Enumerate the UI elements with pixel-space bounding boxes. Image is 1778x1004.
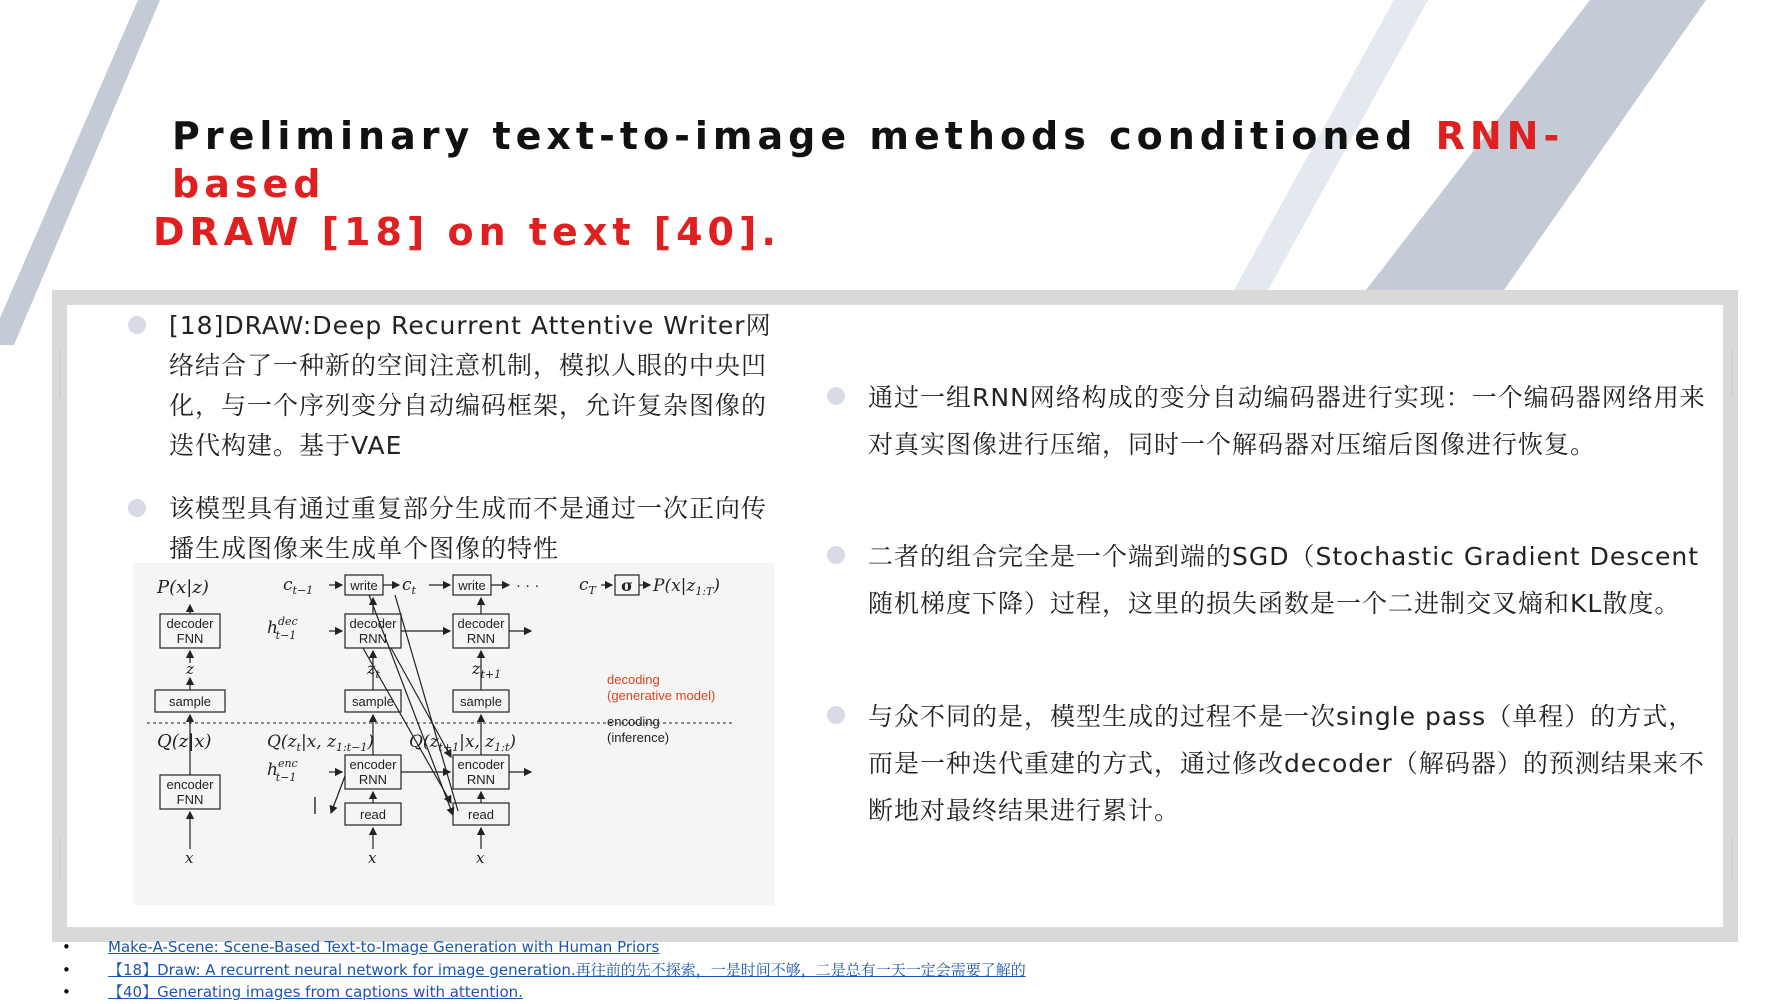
- encoder-rnn-t-line2: RNN: [358, 772, 388, 787]
- decoder-rnn-t-line2: RNN: [358, 631, 388, 646]
- label-h-dec: $h^{dec}$ t−1: [267, 615, 298, 642]
- left-bullet-1: [169, 306, 779, 466]
- bullet-dot: [128, 316, 146, 334]
- encoding-label: encoding: [607, 714, 660, 729]
- label-dots: · · ·: [516, 577, 540, 594]
- reference-link-make-a-scene[interactable]: Make-A-Scene: Scene-Based Text-to-Image Generation with Human Priors: [108, 938, 660, 956]
- frame-right-tick-top: [1731, 350, 1733, 396]
- label-p-x-given-z: P(x|z): [157, 577, 209, 598]
- label-c-prev: $c_{t-1}$: [283, 575, 314, 597]
- slide-title: [153, 112, 1652, 256]
- bullet-dot: [827, 546, 845, 564]
- left-bullet-2-text: 该模型具有通过重复部分生成而不是通过一次正向传播生成图像来生成单个图像的特性: [169, 494, 768, 563]
- frame-left-tick-bottom: [59, 838, 61, 880]
- right-bullet-3-text: 与众不同的是，模型生成的过程不是一次single pass（单程）的方式，而是一种迭代重建的方式，通过修改decoder（解码器）的预测结果来不断地对最终结果进行累计。: [868, 702, 1705, 825]
- decoder-rnn-t1-line1: decoder: [457, 616, 505, 631]
- label-x-t1: x: [476, 849, 485, 867]
- generative-model-label: (generative model): [607, 688, 716, 703]
- left-bullet-2: [169, 489, 779, 569]
- decoder-rnn-t-line1: decoder: [349, 616, 397, 631]
- reference-bullet: •: [62, 983, 71, 1001]
- encoder-rnn-t1-line1: encoder: [457, 757, 505, 772]
- bullet-dot: [827, 387, 845, 405]
- label-z-t1: $z_{t+1}$: [472, 659, 502, 681]
- frame-right-tick-bottom: [1731, 838, 1733, 880]
- right-bullet-2-text: 二者的组合完全是一个端到端的SGD（Stochastic Gradient Descent随机梯度下降）过程，这里的损失函数是一个二进制交叉熵和KL散度。: [868, 542, 1700, 618]
- bullet-dot: [827, 706, 845, 724]
- label-q-t: $Q(z_t|x$, $z_{1:t-1}$): [267, 732, 375, 754]
- right-bullet-1-text: 通过一组RNN网络构成的变分自动编码器进行实现：一个编码器网络用来对真实图像进行压缩，同时一个解码器对压缩后图像进行恢复。: [868, 383, 1706, 459]
- title-part-2: RNN-based: [172, 114, 1565, 206]
- label-z-t: $z_t$: [367, 659, 380, 681]
- sample-t-label: sample: [352, 694, 394, 709]
- write-label-t1: write: [458, 578, 486, 593]
- reference-link-draw[interactable]: 【18】Draw: A recurrent neural network for image generation.再往前的先不探索，一是时间不够，二是总有一天一定会需要了解的: [108, 960, 1026, 979]
- decoder-fnn-line1: decoder: [166, 616, 214, 631]
- decoder-rnn-t1-line2: RNN: [466, 631, 496, 646]
- title-part-3: DRAW [18] on text [40].: [153, 210, 781, 254]
- right-bullet-1: [868, 374, 1718, 468]
- reference-item: [62, 936, 1026, 959]
- left-bullet-1-text: [18]DRAW:Deep Recurrent Attentive Writer网络结合了一种新的空间注意机制，模拟人眼的中央凹化，与一个序列变分自动编码框架，允许复杂图像的迭代构建。基于VAE: [169, 311, 772, 460]
- right-bullet-3: [868, 693, 1718, 834]
- label-c-t: $c_t$: [402, 575, 416, 597]
- reference-bullet: •: [62, 938, 71, 956]
- label-q-t1: $Q(z_{t+1}|x$, $z_{1:t}$): [409, 732, 517, 754]
- references-list: [62, 936, 1026, 1004]
- sample-t1-label: sample: [460, 694, 502, 709]
- encoder-rnn-t1-line2: RNN: [466, 772, 496, 787]
- read-t1-label: read: [467, 807, 495, 822]
- reference-item: [62, 959, 1026, 982]
- label-x-left: x: [185, 849, 194, 867]
- bullet-dot: [128, 499, 146, 517]
- reference-item: [62, 981, 1026, 1004]
- decoder-fnn-line2: FNN: [176, 631, 204, 646]
- sigma-label: σ: [621, 576, 633, 595]
- encoder-rnn-t-line1: encoder: [349, 757, 397, 772]
- frame-left-tick-top: [59, 350, 61, 398]
- decoding-label: decoding: [607, 672, 660, 687]
- label-z: z: [186, 660, 194, 678]
- title-part-1: Preliminary text-to-image methods conditioned: [172, 114, 1436, 158]
- label-x-t: x: [368, 849, 377, 867]
- right-bullet-2: [868, 533, 1718, 627]
- label-p-x-given-z-1-T: $P(x|z_{1:T})$: [653, 576, 721, 598]
- encoder-fnn-line2: FNN: [176, 792, 204, 807]
- label-h-enc: $h^{enc}$ t−1: [267, 757, 298, 784]
- write-label-t: write: [350, 578, 378, 593]
- draw-architecture-diagram: [133, 563, 774, 905]
- inference-label: (inference): [607, 730, 670, 745]
- label-q-z-given-x: Q(z|x): [157, 731, 212, 752]
- sample-left-label: sample: [169, 694, 211, 709]
- label-c-T: $c_T$: [579, 575, 596, 597]
- encoder-fnn-line1: encoder: [166, 777, 214, 792]
- reference-link-captions[interactable]: 【40】Generating images from captions with attention.: [108, 983, 523, 1001]
- read-t-label: read: [359, 807, 387, 822]
- reference-bullet: •: [62, 960, 71, 979]
